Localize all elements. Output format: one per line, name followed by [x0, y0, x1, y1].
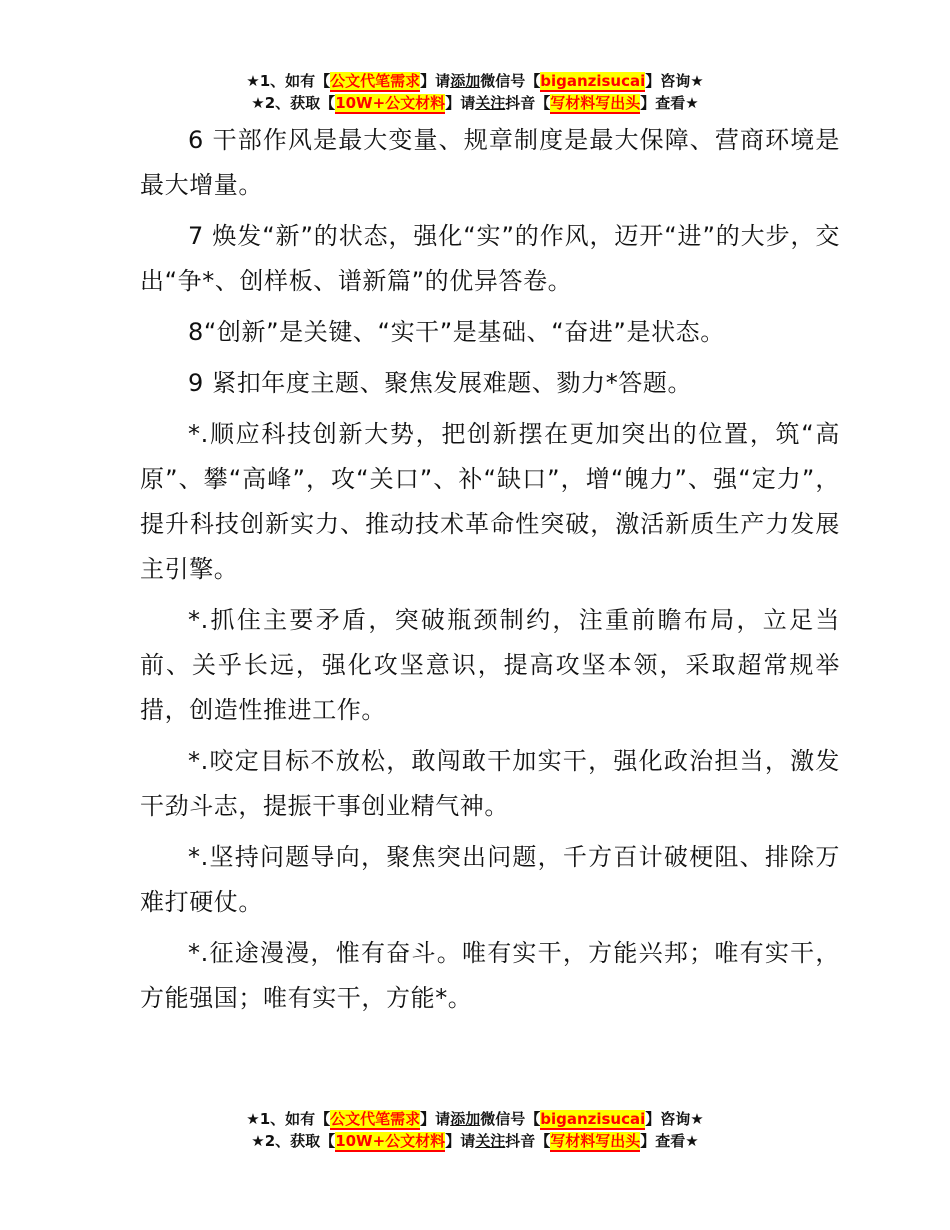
banner-text: 】请 [445, 94, 476, 112]
banner-text: 】请 [420, 1110, 451, 1128]
banner-text: 抖音【 [505, 94, 551, 112]
highlight-materials: 10W+公文材料 [335, 94, 446, 112]
underlined-text: 关注 [475, 94, 506, 112]
highlight-douyin-account: 写材料写出头 [550, 1132, 641, 1150]
document-body [140, 118, 840, 1027]
banner-line-2 [0, 1130, 950, 1152]
highlight-wechat-id: biganzisucai [540, 72, 646, 90]
paragraph: *.顺应科技创新大势，把创新摆在更加突出的位置，筑“高原”、攀“高峰”，攻“关口”、补“缺口”，增“魄力”、强“定力”，提升科技创新实力、推动技术革命性突破，激活新质生产力发展主引擎。 [140, 420, 840, 583]
paragraph: 7 焕发“新”的状态，强化“实”的作风，迈开“进”的大步，交出“争*、创样板、谱新篇”的优异答卷。 [140, 222, 840, 295]
banner-line-1 [0, 70, 950, 92]
banner-text: 】查看★ [640, 1132, 699, 1150]
banner-text: 】请 [420, 72, 451, 90]
banner-text: 微信号【 [480, 1110, 541, 1128]
highlight-wechat-id: biganzisucai [540, 1110, 646, 1128]
banner-line-1 [0, 1108, 950, 1130]
banner-text: 微信号【 [480, 72, 541, 90]
highlight-service: 公文代笔需求 [330, 1110, 421, 1128]
highlight-douyin-account: 写材料写出头 [550, 94, 641, 112]
banner-text: ★1、如有【 [246, 1110, 331, 1128]
paragraph: 6 干部作风是最大变量、规章制度是最大保障、营商环境是最大增量。 [140, 126, 840, 199]
banner-text: 抖音【 [505, 1132, 551, 1150]
footer-banner [0, 1108, 950, 1152]
underlined-text: 关注 [475, 1132, 506, 1150]
underlined-text: 添加 [450, 1110, 481, 1128]
paragraph: *.征途漫漫，惟有奋斗。唯有实干，方能兴邦；唯有实干，方能强国；唯有实干，方能*。 [140, 939, 840, 1012]
underlined-text: 添加 [450, 72, 481, 90]
banner-text: ★1、如有【 [246, 72, 331, 90]
paragraph: 9 紧扣年度主题、聚焦发展难题、勠力*答题。 [188, 369, 693, 397]
paragraph: *.抓住主要矛盾，突破瓶颈制约，注重前瞻布局，立足当前、关乎长远，强化攻坚意识，提高攻坚本领，采取超常规举措，创造性推进工作。 [140, 606, 840, 724]
header-banner [0, 70, 950, 114]
highlight-materials: 10W+公文材料 [335, 1132, 446, 1150]
banner-text: 】咨询★ [645, 1110, 704, 1128]
paragraph: *.坚持问题导向，聚焦突出问题，千方百计破梗阻、排除万难打硬仗。 [140, 843, 840, 916]
banner-text: ★2、获取【 [251, 94, 336, 112]
highlight-service: 公文代笔需求 [330, 72, 421, 90]
banner-text: 】请 [445, 1132, 476, 1150]
banner-text: ★2、获取【 [251, 1132, 336, 1150]
banner-text: 】查看★ [640, 94, 699, 112]
paragraph: *.咬定目标不放松，敢闯敢干加实干，强化政治担当，激发干劲斗志，提振干事创业精气神。 [140, 747, 840, 820]
paragraph: 8“创新”是关键、“实干”是基础、“奋进”是状态。 [188, 318, 725, 346]
banner-line-2 [0, 92, 950, 114]
banner-text: 】咨询★ [645, 72, 704, 90]
